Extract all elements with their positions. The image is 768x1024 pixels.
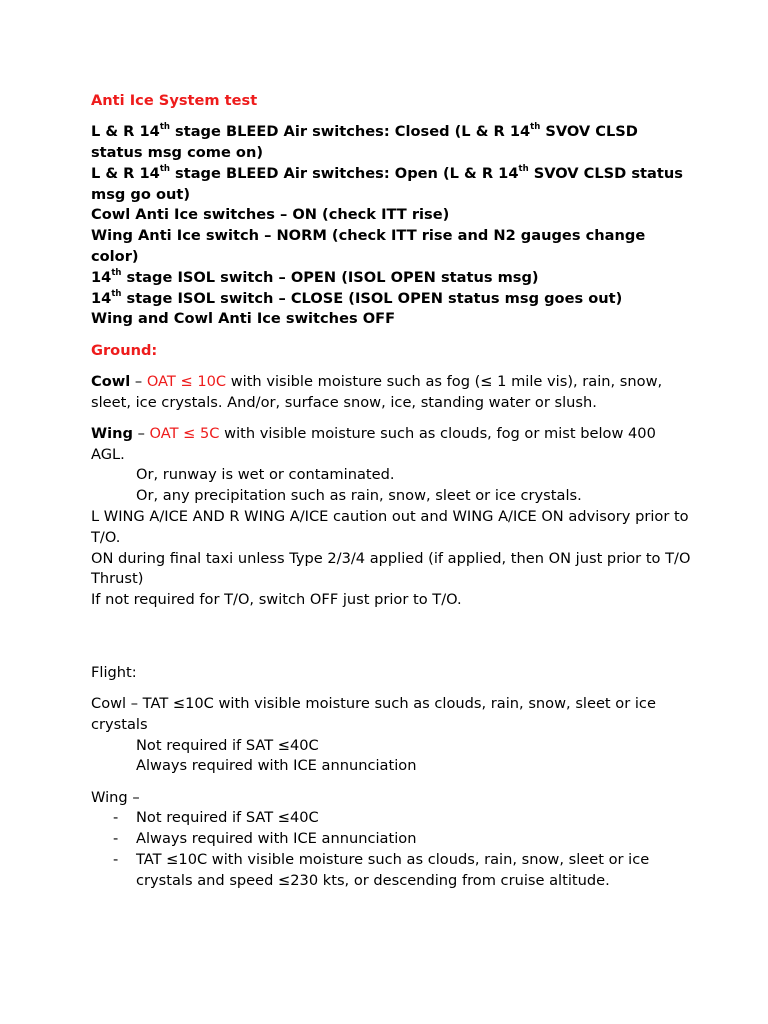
wing-anti-ice-step: Wing Anti Ice switch – NORM (check ITT rise and N2 gauges change color) — [91, 227, 646, 265]
ground-wing-label: Wing — [91, 424, 133, 442]
document-page — [91, 91, 691, 892]
list-item: - Not required if SAT ≤40C — [113, 809, 319, 827]
ground-cowl-label: Cowl — [91, 372, 131, 390]
flight-heading: Flight: — [91, 663, 137, 681]
ground-note: If not required for T/O, switch OFF just prior to T/O. — [91, 591, 462, 609]
flight-cowl-paragraph: Cowl – TAT ≤10C with visible moisture such as clouds, rain, snow, sleet or ice crystals — [91, 695, 656, 733]
flight-cowl-sub: Always required with ICE annunciation — [136, 757, 417, 775]
cowl-anti-ice-step: Cowl Anti Ice switches – ON (check ITT rise) — [91, 206, 450, 224]
flight-wing-list — [91, 808, 691, 891]
list-item: - TAT ≤10C with visible moisture such as clouds, rain, snow, sleet or ice crystals and speed ≤230 kts, or descending from cruise altitude. — [113, 851, 650, 889]
isol-open-step: 14th stage ISOL switch – OPEN (ISOL OPEN status msg) — [91, 267, 539, 286]
test-steps — [91, 122, 691, 330]
bleed-open-step: L & R 14th stage BLEED Air switches: Open (L & R 14th SVOV CLSD status msg go out) — [91, 163, 683, 203]
isol-close-step: 14th stage ISOL switch – CLOSE (ISOL OPEN status msg goes out) — [91, 288, 623, 307]
test-title: Anti Ice System test — [91, 92, 258, 109]
ground-wing-condition: OAT ≤ 5C — [149, 424, 220, 442]
switches-off-step: Wing and Cowl Anti Ice switches OFF — [91, 310, 396, 328]
ground-wing-alternative: Or, any precipitation such as rain, snow, sleet or ice crystals. — [136, 487, 582, 505]
ground-note: L WING A/ICE AND R WING A/ICE caution out and WING A/ICE ON advisory prior to T/O. — [91, 507, 689, 546]
flight-wing-heading: Wing – — [91, 788, 140, 806]
ground-cowl-condition: OAT ≤ 10C — [146, 372, 227, 390]
ground-cowl-paragraph: Cowl – OAT ≤ 10C with visible moisture such as fog (≤ 1 mile vis), rain, snow, sleet, ice crystals. And/or, surface snow, ice, standing water or slush. — [91, 372, 663, 411]
flight-cowl-sub: Not required if SAT ≤40C — [136, 736, 319, 754]
ground-wing-paragraph: Wing – OAT ≤ 5C with visible moisture such as clouds, fog or mist below 400 AGL. — [91, 424, 656, 463]
bleed-closed-step: L & R 14th stage BLEED Air switches: Closed (L & R 14th SVOV CLSD status msg come on) — [91, 122, 638, 161]
ground-wing-alternative: Or, runway is wet or contaminated. — [136, 466, 395, 484]
ground-heading: Ground: — [91, 341, 158, 359]
ground-note: ON during final taxi unless Type 2/3/4 applied (if applied, then ON just prior to T/O Thrust) — [91, 549, 691, 588]
list-item: - Always required with ICE annunciation — [113, 830, 417, 848]
